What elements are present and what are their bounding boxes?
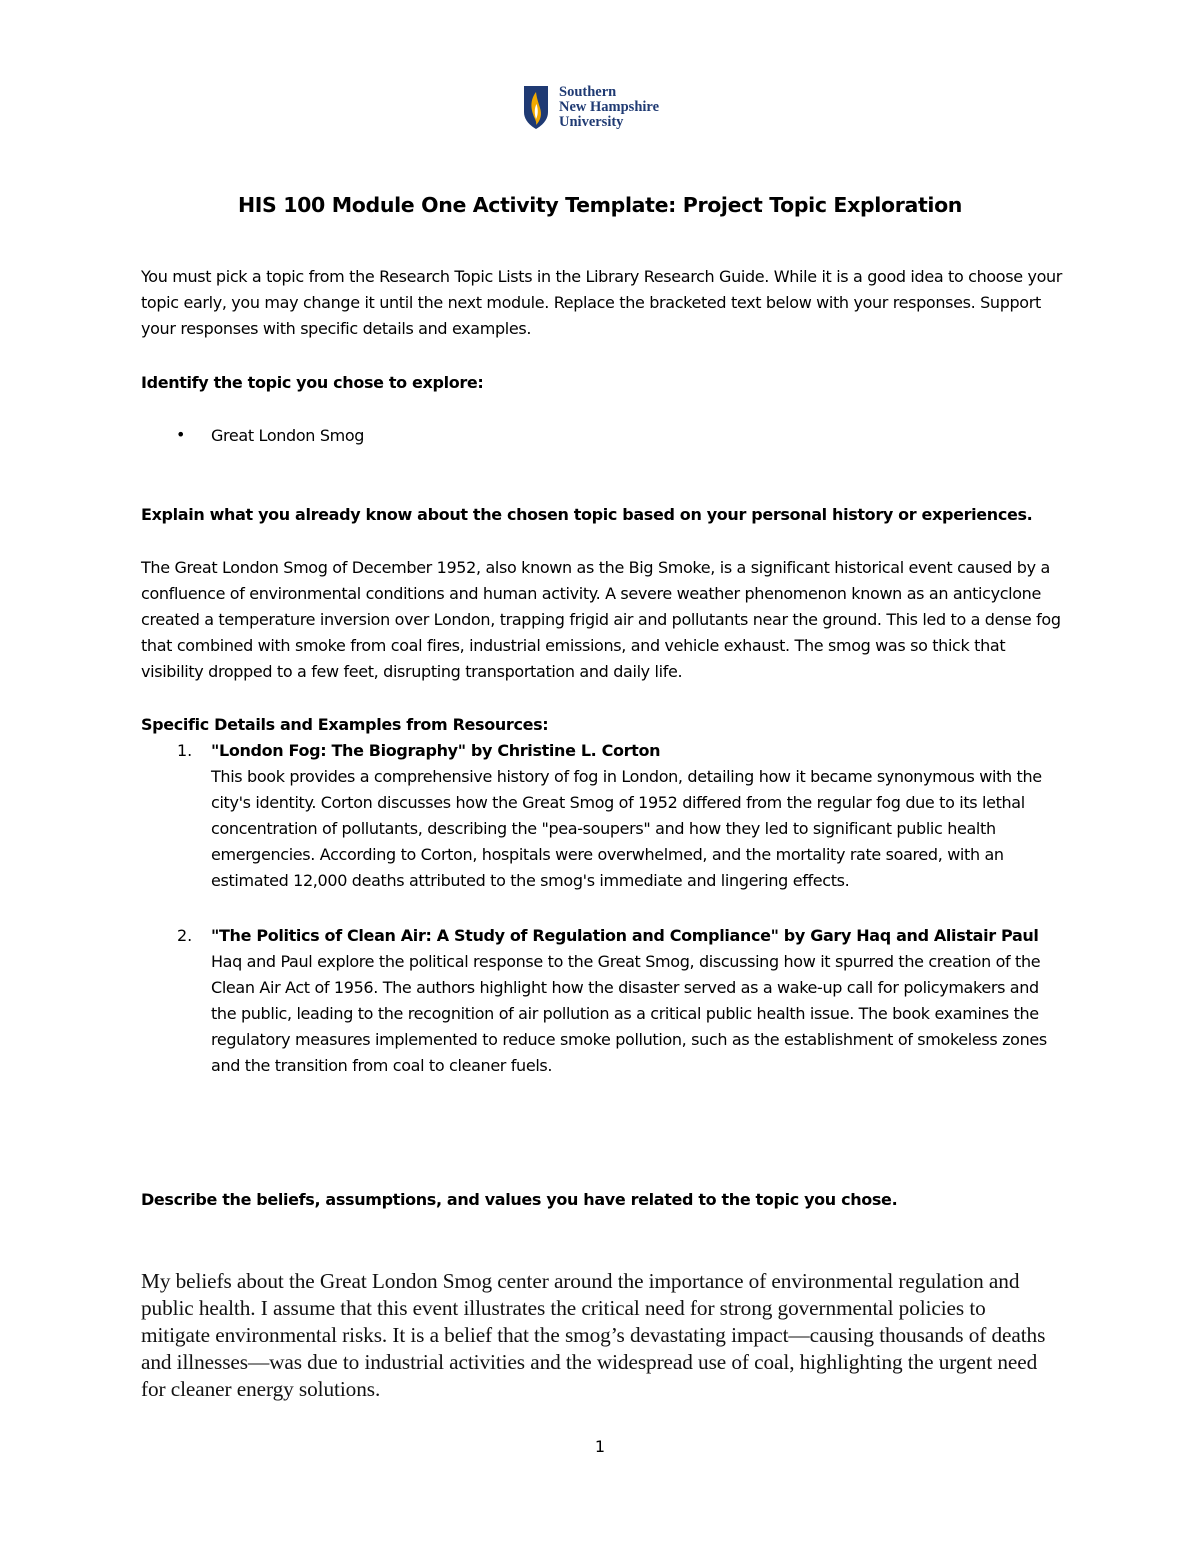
beliefs-paragraph: My beliefs about the Great London Smog center around the importance of environmental regulation and public health. I assume that this event illustrates the critical need for strong governmental policies to mitigate environmental risks. It is a belief that the smog’s devastating impact—causing thousands of deaths and illnesses—was due to industrial activities and the widespread use of coal, highlighting the urgent need for cleaner energy solutions. xyxy=(141,1269,1046,1401)
resource-title: "London Fog: The Biography" by Christine L. Corton xyxy=(211,741,661,760)
resource-number: 1. xyxy=(177,741,193,760)
logo-line-new-hampshire: New Hampshire xyxy=(559,99,660,115)
identify-heading: Identify the topic you chose to explore: xyxy=(141,373,484,392)
logo-wordmark xyxy=(559,85,659,130)
page-number: 1 xyxy=(594,1437,606,1456)
explain-heading: Explain what you already know about the chosen topic based on your personal history or experiences. xyxy=(141,505,1033,524)
resource-item xyxy=(211,923,1061,1079)
bullet-dot-icon: • xyxy=(176,425,186,444)
resource-body: This book provides a comprehensive history of fog in London, detailing how it became synonymous with the city's identity. Corton discusses how the Great Smog of 1952 differed from the regular fog due to its lethal concentration of pollutants, describing the "pea-soupers" and how they led to significant public health emergencies. According to Corton, hospitals were overwhelmed, and the mortality rate soared, with an estimated 12,000 deaths attributed to the smog's immediate and lingering effects. xyxy=(211,767,1042,890)
document-title-text: HIS 100 Module One Activity Template: Project Topic Exploration xyxy=(237,193,963,217)
document-title xyxy=(0,192,1200,218)
university-logo xyxy=(523,84,659,130)
details-heading: Specific Details and Examples from Resources: xyxy=(141,715,549,734)
logo-line-university: University xyxy=(559,114,624,130)
resource-number: 2. xyxy=(177,926,193,945)
describe-heading: Describe the beliefs, assumptions, and values you have related to the topic you chose. xyxy=(141,1190,898,1209)
resource-title: "The Politics of Clean Air: A Study of Regulation and Compliance" by Gary Haq and Alistair Paul xyxy=(211,926,1039,945)
logo-line-southern: Southern xyxy=(559,84,617,100)
explain-paragraph: The Great London Smog of December 1952, also known as the Big Smoke, is a significant historical event caused by a confluence of environmental conditions and human activity. A severe weather phenomenon known as an anticyclone created a temperature inversion over London, trapping frigid air and pollutants near the ground. This led to a dense fog that combined with smoke from coal fires, industrial emissions, and vehicle exhaust. The smog was so thick that visibility dropped to a few feet, disrupting transportation and daily life. xyxy=(141,558,1061,681)
topic-bullet-text: Great London Smog xyxy=(211,426,365,445)
shield-flame-icon xyxy=(523,84,549,130)
resource-item xyxy=(211,738,1061,894)
resource-body: Haq and Paul explore the political response to the Great Smog, discussing how it spurred the creation of the Clean Air Act of 1956. The authors highlight how the disaster served as a wake-up call for policymakers and the public, leading to the recognition of air pollution as a critical public health issue. The book examines the regulatory measures implemented to reduce smoke pollution, such as the establishment of smokeless zones and the transition from coal to cleaner fuels. xyxy=(211,952,1047,1075)
intro-paragraph: You must pick a topic from the Research Topic Lists in the Library Research Guide. While it is a good idea to choose your topic early, you may change it until the next module. Replace the bracketed text below with your responses. Support your responses with specific details and examples. xyxy=(141,267,1063,338)
